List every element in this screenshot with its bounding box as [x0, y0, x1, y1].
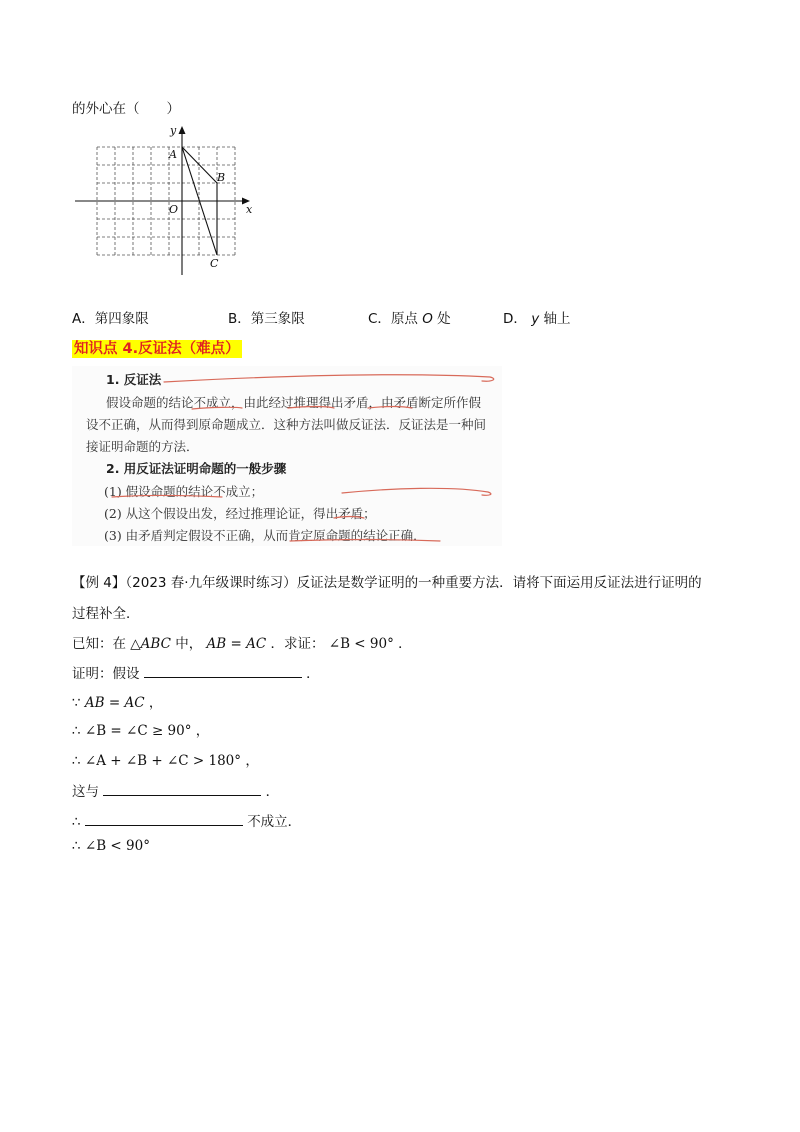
textbook-excerpt	[72, 366, 502, 546]
label-b: B	[217, 171, 226, 184]
coordinate-graph	[70, 120, 270, 280]
given-statement: 已知：在 △ABC 中， AB = AC ．求证： ∠B < 90° ．	[72, 636, 412, 652]
option-d: D． y 轴上	[503, 311, 571, 327]
example-header: 【例 4】（2023 春·九年级课时练习）反证法是数学证明的一种重要方法．请将下面运用反证法进行证明的	[72, 575, 702, 591]
excerpt-heading-1: 1. 反证法	[106, 372, 162, 387]
option-b: B．第三象限	[228, 311, 305, 327]
label-x: x	[246, 203, 253, 216]
blank-contradiction[interactable]	[103, 781, 261, 796]
blank-assumption[interactable]	[144, 663, 302, 678]
proof-final-line: ∴ ∠B < 90°	[72, 838, 150, 854]
excerpt-p1-line2: 设不正确，从而得到原命题成立．这种方法叫做反证法．反证法是一种间	[86, 417, 487, 432]
excerpt-heading-2: 2. 用反证法证明命题的一般步骤	[106, 461, 287, 476]
excerpt-p1-line3: 接证明命题的方法．	[86, 439, 199, 454]
option-a: A．第四象限	[72, 311, 149, 327]
proof-assume-line: 证明：假设 ．	[72, 662, 320, 682]
blank-conclusion[interactable]	[85, 811, 243, 826]
proof-therefore-line-1: ∴ ∠B = ∠C ≥ 90° ，	[72, 723, 210, 739]
excerpt-p1-line1: 假设命题的结论不成立，由此经过推理得出矛盾，由矛盾断定所作假	[106, 395, 482, 410]
label-a: A	[169, 148, 177, 161]
label-y: y	[170, 124, 177, 137]
excerpt-step-2: (2) 从这个假设出发，经过推理论证，得出矛盾；	[104, 506, 376, 521]
option-c: C．原点 O 处	[368, 311, 451, 327]
label-o: O	[169, 203, 179, 216]
proof-contradiction-line: 这与 ．	[72, 780, 279, 800]
excerpt-step-3: (3) 由矛盾判定假设不正确，从而肯定原命题的结论正确．	[104, 528, 426, 543]
excerpt-step-1: (1) 假设命题的结论不成立；	[104, 484, 264, 499]
proof-therefore-line-2: ∴ ∠A + ∠B + ∠C > 180° ，	[72, 753, 259, 769]
question-tail: 的外心在（ ）	[72, 101, 180, 117]
example-text-line2: 过程补全．	[72, 606, 140, 622]
proof-therefore-line-3: ∴ 不成立．	[72, 810, 301, 830]
y-axis-arrow	[179, 126, 186, 134]
red-annotations	[72, 366, 502, 546]
axes	[75, 130, 246, 275]
proof-because-line: ∵ AB = AC ，	[72, 695, 163, 711]
label-c: C	[210, 257, 219, 270]
section-heading: 知识点 4.反证法（难点）	[74, 341, 240, 357]
